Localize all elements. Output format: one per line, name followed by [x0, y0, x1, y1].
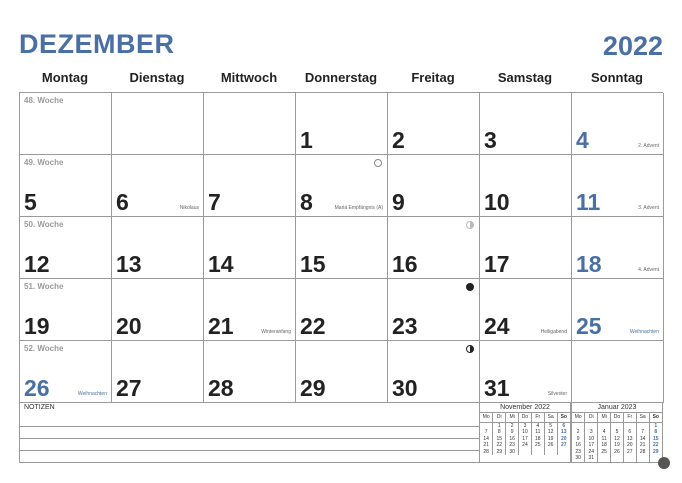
day-cell[interactable]: [480, 93, 572, 155]
mini-weekday-header: Sa: [544, 413, 557, 422]
mini-weekday-header: Do: [519, 413, 532, 422]
holiday-label: Nikolaus: [179, 205, 199, 211]
mini-day: 12: [611, 436, 624, 443]
mini-day: 22: [493, 442, 506, 449]
day-number: 21: [208, 313, 234, 339]
week-number-label: 50. Woche: [24, 220, 64, 229]
mini-day: 26: [544, 442, 557, 449]
day-number: 6: [116, 189, 129, 215]
weekday-label: Mittwoch: [220, 70, 278, 85]
mini-day: 18: [598, 442, 611, 449]
mini-day: [611, 455, 624, 462]
day-cell[interactable]: [204, 279, 296, 341]
mini-day: 20: [623, 442, 636, 449]
day-number: 8: [300, 189, 313, 215]
mini-day: 10: [519, 429, 532, 436]
day-number: 20: [116, 313, 142, 339]
day-number: 18: [576, 251, 602, 277]
mini-day: 7: [480, 429, 493, 436]
mini-day: [598, 422, 611, 429]
holiday-label: Mariä Empfängnis (A): [334, 205, 383, 211]
day-number: 10: [484, 189, 510, 215]
holiday-label: Weihnachten: [77, 391, 107, 397]
mini-day: 29: [653, 448, 659, 455]
holiday-label: Weihnachten: [629, 329, 659, 335]
note-line: [20, 438, 479, 439]
day-number: 4: [576, 127, 589, 153]
mini-day: [572, 422, 585, 429]
day-cell[interactable]: [572, 341, 664, 403]
mini-day: 13: [561, 429, 567, 435]
mini-day: 31: [585, 455, 598, 462]
day-cell[interactable]: [480, 341, 572, 403]
day-cell[interactable]: [572, 155, 664, 217]
holiday-label: Winteranfang: [261, 329, 291, 335]
mini-weekday-header: Di: [493, 413, 506, 422]
mini-day: [557, 449, 570, 456]
mini-day: 9: [572, 436, 585, 443]
month-title: DEZEMBER: [19, 29, 175, 59]
day-number: 7: [208, 189, 221, 215]
mini-day: 3: [585, 429, 598, 436]
mini-day: 28: [480, 449, 493, 456]
mini-day: 14: [480, 436, 493, 443]
note-line: [20, 450, 479, 451]
day-cell[interactable]: [296, 155, 388, 217]
mini-day: 4: [531, 422, 544, 429]
weekday-header-row: [19, 70, 663, 90]
day-number: 15: [300, 251, 326, 277]
mini-day: [531, 449, 544, 456]
mini-day: 16: [506, 436, 519, 443]
moon-full-icon: [374, 159, 382, 167]
mini-weekday-header: So: [557, 413, 570, 422]
mini-weekday-header: Fr: [531, 413, 544, 422]
mini-day: 15: [493, 436, 506, 443]
mini-day: [519, 449, 532, 456]
day-cell[interactable]: [296, 93, 388, 155]
mini-day: 2: [506, 422, 519, 429]
day-cell[interactable]: [480, 279, 572, 341]
week-number-label: 49. Woche: [24, 158, 64, 167]
day-cell[interactable]: [112, 341, 204, 403]
day-number: 3: [484, 127, 497, 153]
mini-calendar-title: Januar 2023: [572, 402, 662, 413]
weekday-label: Donnerstag: [304, 70, 378, 85]
mini-day: 25: [598, 449, 611, 456]
day-number: 30: [392, 375, 418, 401]
day-number: 5: [24, 189, 37, 215]
mini-calendar-table: [572, 413, 662, 462]
mini-day: [585, 422, 598, 429]
mini-day: 30: [506, 449, 519, 456]
mini-weekday-header: Sa: [636, 413, 649, 422]
mini-day: 1: [654, 422, 658, 429]
mini-day: 12: [544, 429, 557, 436]
day-number: 11: [576, 189, 601, 215]
week-number-label: 48. Woche: [24, 96, 64, 105]
day-number: 25: [576, 313, 602, 339]
mini-day: [544, 449, 557, 456]
mini-day: 28: [636, 449, 649, 456]
day-cell[interactable]: [296, 279, 388, 341]
mini-day: 14: [636, 436, 649, 443]
mini-day: 9: [506, 429, 519, 436]
day-number: 19: [24, 313, 50, 339]
day-cell[interactable]: [20, 155, 112, 217]
month-grid: [19, 92, 663, 402]
holiday-label: 3. Advent: [638, 205, 659, 211]
mini-day: 1: [493, 422, 506, 429]
mini-weekday-header: So: [649, 413, 662, 422]
moon-last-icon: [466, 221, 474, 229]
mini-day: [480, 422, 493, 429]
holiday-label: Silvester: [547, 391, 567, 397]
mini-day: 23: [506, 442, 519, 449]
weekday-label: Montag: [41, 70, 89, 85]
day-cell[interactable]: [572, 93, 664, 155]
year-title: 2022: [602, 31, 663, 61]
moon-first-icon: [466, 345, 474, 353]
day-number: 23: [392, 313, 418, 339]
day-cell[interactable]: [388, 93, 480, 155]
mini-day: 17: [585, 442, 598, 449]
mini-day: 21: [636, 442, 649, 449]
weekday-label: Freitag: [411, 70, 455, 85]
day-number: 29: [300, 375, 326, 401]
day-number: 24: [484, 313, 510, 339]
mini-day: 18: [531, 436, 544, 443]
holiday-label: 4. Advent: [638, 267, 659, 273]
day-cell[interactable]: [388, 341, 480, 403]
mini-day: [623, 422, 636, 429]
day-cell[interactable]: [204, 93, 296, 155]
weekday-label: Sonntag: [591, 70, 643, 85]
mini-day: 27: [623, 449, 636, 456]
day-cell[interactable]: [20, 93, 112, 155]
day-number: 12: [24, 251, 50, 277]
mini-day: 24: [519, 442, 532, 449]
notes-label: NOTIZEN: [24, 404, 55, 411]
mini-day: 10: [585, 436, 598, 443]
mini-weekday-header: Mi: [506, 413, 519, 422]
mini-day: [636, 422, 649, 429]
mini-calendar-january: [571, 402, 663, 463]
day-cell[interactable]: [296, 341, 388, 403]
day-number: 2: [392, 127, 405, 153]
mini-calendar-title: November 2022: [480, 402, 570, 413]
mini-day: 19: [611, 442, 624, 449]
mini-day: 6: [562, 422, 566, 429]
mini-day: 4: [598, 429, 611, 436]
day-cell[interactable]: [112, 217, 204, 279]
day-cell[interactable]: [296, 217, 388, 279]
mini-day: 5: [611, 429, 624, 436]
mini-day: 11: [598, 436, 611, 443]
weekday-label: Dienstag: [129, 70, 185, 85]
mini-day: 21: [480, 442, 493, 449]
mini-weekday-header: Mi: [598, 413, 611, 422]
mini-day: [598, 455, 611, 462]
day-cell[interactable]: [480, 217, 572, 279]
mini-day: 20: [561, 435, 567, 442]
day-cell[interactable]: [20, 279, 112, 341]
day-number: 9: [392, 189, 405, 215]
day-number: 16: [392, 251, 418, 277]
mini-weekday-header: Fr: [623, 413, 636, 422]
mini-day: 8: [654, 429, 658, 435]
mini-day: 29: [493, 449, 506, 456]
day-number: 31: [484, 375, 510, 401]
week-number-label: 51. Woche: [24, 282, 64, 291]
mini-day: 15: [653, 435, 659, 442]
mini-weekday-header: Di: [585, 413, 598, 422]
mini-day: 8: [493, 429, 506, 436]
mini-day: 30: [572, 455, 585, 462]
day-number: 13: [116, 251, 142, 277]
day-cell[interactable]: [112, 155, 204, 217]
mini-day: [636, 455, 649, 462]
mini-day: 13: [623, 436, 636, 443]
day-number: 22: [300, 313, 326, 339]
mini-day: 3: [519, 422, 532, 429]
weekday-label: Samstag: [497, 70, 553, 85]
day-number: 26: [24, 375, 50, 401]
day-cell[interactable]: [204, 155, 296, 217]
day-cell[interactable]: [388, 217, 480, 279]
day-cell[interactable]: [480, 155, 572, 217]
holiday-label: 2. Advent: [638, 143, 659, 149]
note-line: [20, 426, 479, 427]
moon-new-icon: [466, 283, 474, 291]
mini-day: 5: [544, 422, 557, 429]
day-cell[interactable]: [112, 279, 204, 341]
day-cell[interactable]: [572, 279, 664, 341]
holiday-label: Heiligabend: [540, 329, 567, 335]
day-number: 1: [300, 127, 313, 153]
mini-day: 26: [611, 449, 624, 456]
week-number-label: 52. Woche: [24, 344, 64, 353]
mini-day: 17: [519, 436, 532, 443]
day-number: 14: [208, 251, 234, 277]
publisher-logo-icon: [658, 457, 670, 469]
day-cell[interactable]: [204, 341, 296, 403]
day-cell[interactable]: [204, 217, 296, 279]
day-cell[interactable]: [572, 217, 664, 279]
day-cell[interactable]: [20, 341, 112, 403]
day-number: 27: [116, 375, 142, 401]
mini-day: 7: [636, 429, 649, 436]
mini-day: 11: [531, 429, 544, 436]
day-cell[interactable]: [388, 279, 480, 341]
mini-weekday-header: Mo: [480, 413, 493, 422]
mini-weekday-header: Do: [611, 413, 624, 422]
mini-weekday-header: Mo: [572, 413, 585, 422]
mini-day: 27: [561, 442, 567, 448]
mini-day: [623, 455, 636, 462]
day-cell[interactable]: [112, 93, 204, 155]
mini-day: 6: [623, 429, 636, 436]
day-cell[interactable]: [388, 155, 480, 217]
mini-day: 16: [572, 442, 585, 449]
day-number: 28: [208, 375, 234, 401]
mini-day: 2: [572, 429, 585, 436]
day-cell[interactable]: [20, 217, 112, 279]
mini-day: 19: [544, 436, 557, 443]
mini-day: 25: [531, 442, 544, 449]
mini-day: [611, 422, 624, 429]
mini-day: 23: [572, 449, 585, 456]
day-number: 17: [484, 251, 510, 277]
mini-calendar-table: [480, 413, 570, 455]
mini-day: 22: [653, 442, 659, 448]
notes-area[interactable]: [19, 402, 479, 463]
mini-day: 24: [585, 449, 598, 456]
mini-calendar-november: [479, 402, 571, 463]
